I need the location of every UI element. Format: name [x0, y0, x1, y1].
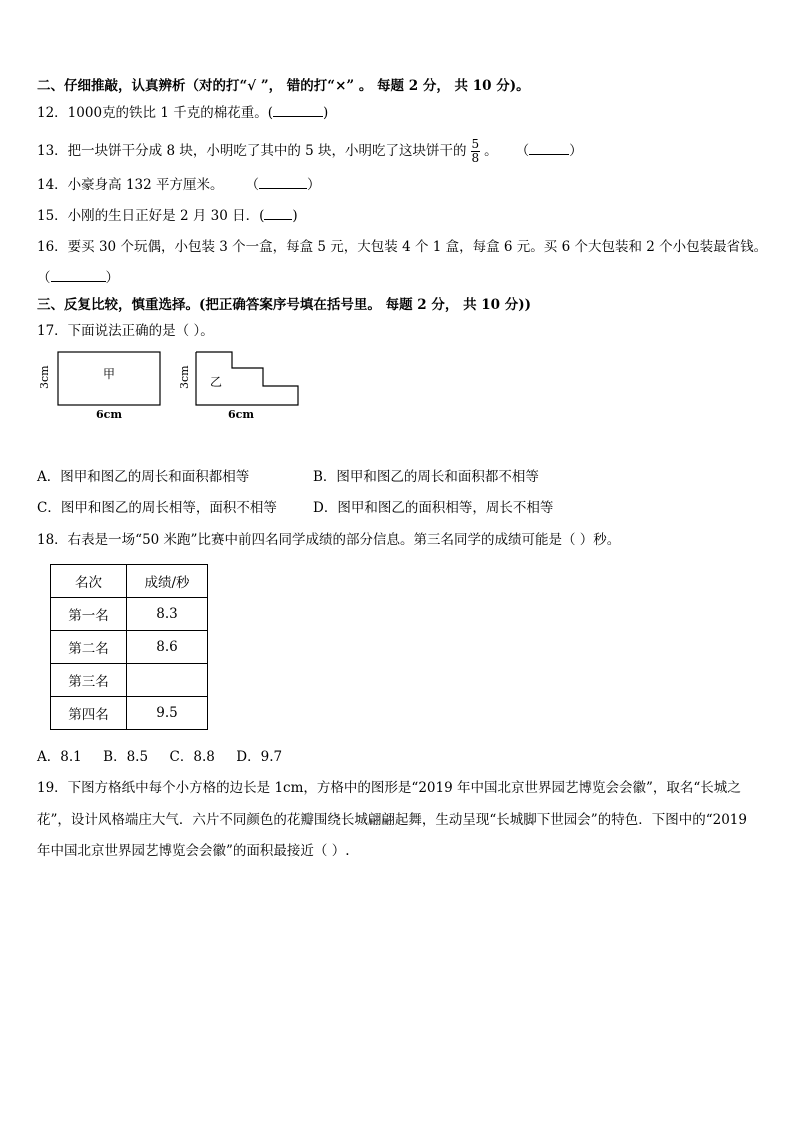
table-header-cell: 成绩/秒 — [127, 565, 208, 598]
option-17-b[interactable]: B．图甲和图乙的周长和面积都不相等 — [313, 469, 539, 485]
question-16-text: 16．要买 30 个玩偶，小包装 3 个一盒，每盒 5 元，大包装 4 个 1 盒，每盒 6 元。买 6 个大包装和 2 个小包装最省钱。 — [37, 239, 768, 255]
question-18-options[interactable]: A．8.1 B．8.5 C．8.8 D．9.7 — [37, 749, 283, 765]
table-header-cell: 名次 — [51, 565, 127, 598]
table-row — [51, 631, 208, 664]
question-19-line-2: 花”，设计风格端庄大气．六片不同颜色的花瓣围绕长城翩翩起舞，生动呈现“长城脚下世园会”的特色．下图中的“2019 — [37, 812, 747, 828]
answer-blank-16[interactable] — [51, 269, 106, 282]
shape-a-label: 甲 — [103, 367, 116, 381]
option-17-a[interactable]: A．图甲和图乙的周长和面积都相等 — [37, 469, 250, 485]
question-15-text: 15．小刚的生日正好是 2 月 30 日．( — [37, 208, 265, 224]
fraction-five-eighths: $\frac{5}{8}$ — [471, 137, 480, 165]
question-17-text: 17．下面说法正确的是（ ）。 — [37, 323, 214, 339]
table-cell: 第四名 — [51, 697, 127, 730]
question-17-figure — [36, 348, 306, 424]
question-12: 12．1000克的铁比 1 千克的棉花重。( ) — [37, 105, 329, 121]
table-row — [51, 664, 208, 697]
question-16-answer: （ ） — [37, 270, 119, 286]
table-cell: 8.6 — [127, 631, 208, 664]
answer-blank-13[interactable] — [529, 142, 569, 155]
question-19-line-3: 年中国北京世界园艺博览会会徽”的面积最接近（ ）. — [37, 843, 350, 859]
question-13-text: 13．把一块饼干分成 8 块，小明吃了其中的 5 块，小明吃了这块饼干的 — [37, 143, 467, 159]
shape-b-width-label: 6cm — [228, 408, 254, 421]
race-results-table — [50, 564, 208, 730]
answer-blank-12[interactable] — [273, 104, 323, 117]
question-14-text: 14．小豪身高 132 平方厘米。 — [37, 177, 224, 193]
shape-b-height-label: 3cm — [178, 365, 191, 389]
shape-b-label: 乙 — [210, 375, 223, 389]
table-header-row — [51, 565, 208, 598]
shape-a-width-label: 6cm — [96, 408, 122, 421]
option-17-c[interactable]: C．图甲和图乙的周长相等，面积不相等 — [37, 500, 277, 516]
option-17-d[interactable]: D．图甲和图乙的面积相等，周长不相等 — [313, 500, 554, 516]
section-3-header: 三、反复比较，慎重选择。(把正确答案序号填在括号里。 每题 2 分， 共 10 分)) — [37, 297, 532, 313]
table-row — [51, 697, 208, 730]
question-13: 13．把一块饼干分成 8 块，小明吃了其中的 5 块，小明吃了这块饼干的 $\frac{5}{8}$ 。 （ ） — [37, 137, 583, 165]
answer-blank-14[interactable] — [259, 176, 307, 189]
question-12-text: 12．1000克的铁比 1 千克的棉花重。( — [37, 105, 273, 121]
table-row — [51, 598, 208, 631]
question-18-text: 18．右表是一场“50 米跑”比赛中前四名同学成绩的部分信息。第三名同学的成绩可能是（ ）秒。 — [37, 532, 621, 548]
question-14: 14．小豪身高 132 平方厘米。 （ ） — [37, 177, 321, 193]
question-16 — [37, 237, 767, 257]
table-cell: 第三名 — [51, 664, 127, 697]
table-cell: 8.3 — [127, 598, 208, 631]
answer-blank-15[interactable] — [264, 207, 292, 220]
table-cell: 9.5 — [127, 697, 208, 730]
shape-a-height-label: 3cm — [38, 365, 51, 389]
table-cell: 第一名 — [51, 598, 127, 631]
section-2-header: 二、仔细推敲，认真辨析（对的打“√ ”， 错的打“×” 。 每题 2 分， 共 10 分)。 — [37, 78, 530, 94]
table-cell: 第二名 — [51, 631, 127, 664]
question-15: 15．小刚的生日正好是 2 月 30 日．( ) — [37, 208, 298, 224]
table-cell — [127, 664, 208, 697]
question-19-line-1: 19．下图方格纸中每个小方格的边长是 1cm，方格中的图形是“2019 年中国北京世界园艺博览会会徽”，取名“长城之 — [37, 780, 741, 796]
